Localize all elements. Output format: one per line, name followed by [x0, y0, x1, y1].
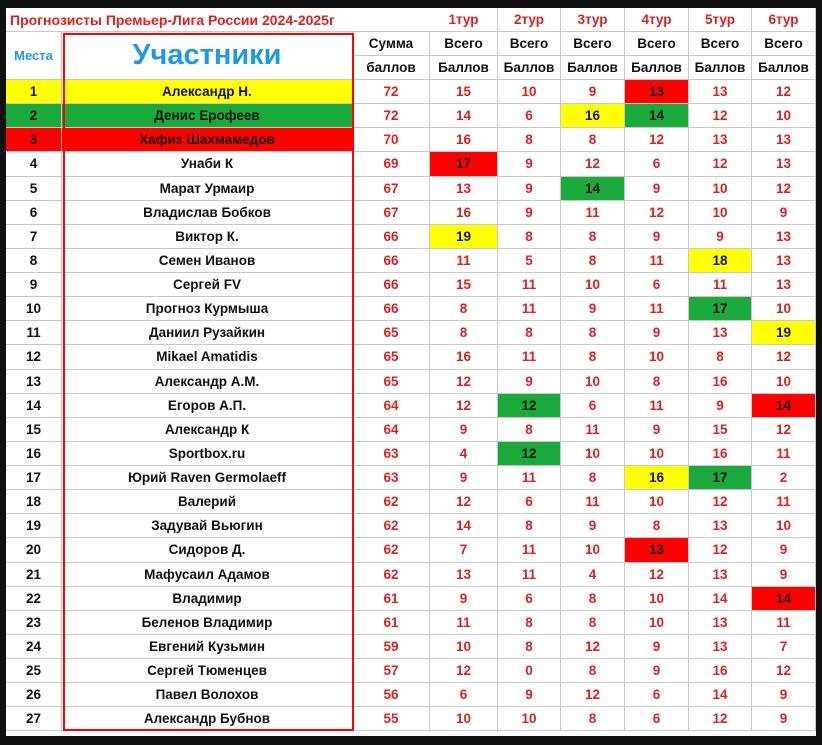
tour-2-header[interactable]: 2тур — [498, 8, 561, 32]
sum-points-cell[interactable]: 62 — [353, 514, 430, 538]
place-cell[interactable]: 6 — [6, 201, 62, 225]
sum-points-cell[interactable]: 64 — [353, 418, 430, 442]
participant-name-cell[interactable]: Павел Волохов — [62, 683, 353, 707]
tour-4-points-cell[interactable]: 10 — [625, 587, 689, 611]
place-cell[interactable]: 15 — [6, 418, 62, 442]
place-cell[interactable]: 8 — [6, 249, 62, 273]
tour-5-points-cell[interactable]: 12 — [689, 707, 752, 731]
tour-6-points-cell[interactable]: 12 — [752, 80, 816, 104]
tour-5-points-cell[interactable]: 12 — [689, 152, 752, 176]
tour-2-points-cell[interactable]: 12 — [498, 394, 561, 418]
tour-4-points-cell[interactable]: 12 — [625, 563, 689, 587]
tour-3-points-cell[interactable]: 8 — [561, 707, 625, 731]
place-cell[interactable]: 12 — [6, 345, 62, 369]
tour-5-points-cell[interactable]: 10 — [689, 201, 752, 225]
tour-3-points-cell[interactable]: 10 — [561, 538, 625, 562]
tour-6-points-cell[interactable]: 11 — [752, 490, 816, 514]
tour-1-points-cell[interactable]: 9 — [430, 587, 498, 611]
tour-5-points-cell[interactable]: 17 — [689, 466, 752, 490]
sum-points-cell[interactable]: 72 — [353, 80, 430, 104]
tour-2-points-cell[interactable]: 9 — [498, 201, 561, 225]
tour-3-points-cell[interactable]: 11 — [561, 201, 625, 225]
places-header[interactable]: Места — [6, 32, 62, 80]
tour-2-points-cell[interactable]: 12 — [498, 442, 561, 466]
participant-name-cell[interactable]: Унаби К — [62, 152, 353, 176]
tour-2-points-cell[interactable]: 6 — [498, 104, 561, 128]
tour-6-points-cell[interactable]: 14 — [752, 587, 816, 611]
tour-5-points-cell[interactable]: 13 — [689, 128, 752, 152]
place-cell[interactable]: 20 — [6, 538, 62, 562]
tour-2-points-cell[interactable]: 11 — [498, 345, 561, 369]
sum-points-cell[interactable]: 66 — [353, 273, 430, 297]
tour-2-points-cell[interactable]: 9 — [498, 152, 561, 176]
tour-5-points-cell[interactable]: 13 — [689, 321, 752, 345]
participant-name-cell[interactable]: Юрий Raven Germolaeff — [62, 466, 353, 490]
tour-1-points-cell[interactable]: 14 — [430, 104, 498, 128]
tour-1-points-cell[interactable]: 12 — [430, 659, 498, 683]
tour-4-points-cell[interactable]: 6 — [625, 707, 689, 731]
tour-5-all-line1[interactable]: Всего — [689, 32, 752, 56]
tour-1-points-cell[interactable]: 15 — [430, 273, 498, 297]
sum-points-cell[interactable]: 66 — [353, 297, 430, 321]
tour-2-points-cell[interactable]: 11 — [498, 538, 561, 562]
tour-4-points-cell[interactable]: 9 — [625, 177, 689, 201]
tour-1-points-cell[interactable]: 10 — [430, 635, 498, 659]
place-cell[interactable]: 11 — [6, 321, 62, 345]
place-cell[interactable]: 2 — [6, 104, 62, 128]
tour-6-points-cell[interactable]: 9 — [752, 201, 816, 225]
tour-1-points-cell[interactable]: 13 — [430, 177, 498, 201]
tour-2-points-cell[interactable]: 11 — [498, 297, 561, 321]
place-cell[interactable]: 10 — [6, 297, 62, 321]
sum-points-cell[interactable]: 62 — [353, 490, 430, 514]
tour-3-points-cell[interactable]: 8 — [561, 225, 625, 249]
tour-4-points-cell[interactable]: 13 — [625, 538, 689, 562]
tour-5-points-cell[interactable]: 16 — [689, 442, 752, 466]
participant-name-cell[interactable]: Хафиз Шахмамедов — [62, 128, 353, 152]
tour-3-points-cell[interactable]: 10 — [561, 442, 625, 466]
sum-points-cell[interactable]: 62 — [353, 563, 430, 587]
participant-name-cell[interactable]: Денис Ерофеев — [62, 104, 353, 128]
tour-4-points-cell[interactable]: 6 — [625, 273, 689, 297]
tour-4-header[interactable]: 4тур — [625, 8, 689, 32]
tour-5-header[interactable]: 5тур — [689, 8, 752, 32]
participant-name-cell[interactable]: Марат Урмаир — [62, 177, 353, 201]
tour-5-points-cell[interactable]: 13 — [689, 514, 752, 538]
sum-points-cell[interactable]: 67 — [353, 177, 430, 201]
tour-5-points-cell[interactable]: 12 — [689, 104, 752, 128]
table-title[interactable]: Прогнозисты Премьер-Лига России 2024-2025г — [6, 8, 430, 32]
tour-3-header[interactable]: 3тур — [561, 8, 625, 32]
tour-4-points-cell[interactable]: 13 — [625, 80, 689, 104]
tour-1-points-cell[interactable]: 10 — [430, 707, 498, 731]
tour-6-points-cell[interactable]: 10 — [752, 514, 816, 538]
sum-points-cell[interactable]: 63 — [353, 442, 430, 466]
tour-1-points-cell[interactable]: 8 — [430, 297, 498, 321]
tour-6-points-cell[interactable]: 13 — [752, 128, 816, 152]
sum-points-cell[interactable]: 67 — [353, 201, 430, 225]
tour-6-all-line2[interactable]: Баллов — [752, 56, 816, 80]
participant-name-cell[interactable]: Семен Иванов — [62, 249, 353, 273]
tour-1-points-cell[interactable]: 9 — [430, 418, 498, 442]
participant-name-cell[interactable]: Беленов Владимир — [62, 611, 353, 635]
tour-6-points-cell[interactable]: 12 — [752, 345, 816, 369]
tour-2-points-cell[interactable]: 8 — [498, 321, 561, 345]
tour-5-all-line2[interactable]: Баллов — [689, 56, 752, 80]
tour-2-points-cell[interactable]: 11 — [498, 563, 561, 587]
tour-5-points-cell[interactable]: 9 — [689, 394, 752, 418]
participant-name-cell[interactable]: Владимир — [62, 587, 353, 611]
tour-3-points-cell[interactable]: 9 — [561, 514, 625, 538]
tour-4-points-cell[interactable]: 6 — [625, 152, 689, 176]
tour-1-points-cell[interactable]: 9 — [430, 466, 498, 490]
place-cell[interactable]: 7 — [6, 225, 62, 249]
tour-5-points-cell[interactable]: 15 — [689, 418, 752, 442]
tour-3-points-cell[interactable]: 12 — [561, 683, 625, 707]
tour-3-points-cell[interactable]: 8 — [561, 345, 625, 369]
tour-4-points-cell[interactable]: 12 — [625, 201, 689, 225]
tour-2-points-cell[interactable]: 11 — [498, 273, 561, 297]
tour-3-points-cell[interactable]: 12 — [561, 635, 625, 659]
tour-3-points-cell[interactable]: 8 — [561, 321, 625, 345]
tour-6-points-cell[interactable]: 10 — [752, 370, 816, 394]
tour-4-points-cell[interactable]: 14 — [625, 104, 689, 128]
participant-name-cell[interactable]: Сергей FV — [62, 273, 353, 297]
tour-2-points-cell[interactable]: 8 — [498, 418, 561, 442]
tour-3-points-cell[interactable]: 11 — [561, 418, 625, 442]
tour-4-points-cell[interactable]: 9 — [625, 225, 689, 249]
sum-points-cell[interactable]: 62 — [353, 538, 430, 562]
tour-4-points-cell[interactable]: 12 — [625, 128, 689, 152]
tour-2-points-cell[interactable]: 5 — [498, 249, 561, 273]
place-cell[interactable]: 3 — [6, 128, 62, 152]
tour-6-points-cell[interactable]: 12 — [752, 418, 816, 442]
tour-6-points-cell[interactable]: 19 — [752, 321, 816, 345]
tour-1-points-cell[interactable]: 12 — [430, 370, 498, 394]
tour-2-points-cell[interactable]: 8 — [498, 514, 561, 538]
participant-name-cell[interactable]: Даниил Рузайкин — [62, 321, 353, 345]
tour-3-points-cell[interactable]: 8 — [561, 611, 625, 635]
tour-3-points-cell[interactable]: 10 — [561, 273, 625, 297]
tour-4-points-cell[interactable]: 10 — [625, 345, 689, 369]
tour-1-points-cell[interactable]: 16 — [430, 128, 498, 152]
tour-6-header[interactable]: 6тур — [752, 8, 816, 32]
tour-5-points-cell[interactable]: 8 — [689, 345, 752, 369]
place-cell[interactable]: 4 — [6, 152, 62, 176]
tour-1-header[interactable]: 1тур — [430, 8, 498, 32]
tour-2-points-cell[interactable]: 10 — [498, 80, 561, 104]
sum-points-cell[interactable]: 55 — [353, 707, 430, 731]
sum-header-line2[interactable]: баллов — [353, 56, 430, 80]
tour-1-all-line1[interactable]: Всего — [430, 32, 498, 56]
tour-5-points-cell[interactable]: 11 — [689, 273, 752, 297]
tour-1-points-cell[interactable]: 6 — [430, 683, 498, 707]
sum-points-cell[interactable]: 70 — [353, 128, 430, 152]
place-cell[interactable]: 13 — [6, 370, 62, 394]
place-cell[interactable]: 24 — [6, 635, 62, 659]
sum-points-cell[interactable]: 66 — [353, 249, 430, 273]
tour-1-points-cell[interactable]: 12 — [430, 394, 498, 418]
place-cell[interactable]: 23 — [6, 611, 62, 635]
tour-5-points-cell[interactable]: 14 — [689, 587, 752, 611]
participant-name-cell[interactable]: Сергей Тюменцев — [62, 659, 353, 683]
tour-6-points-cell[interactable]: 14 — [752, 394, 816, 418]
place-cell[interactable]: 1 — [6, 80, 62, 104]
tour-2-points-cell[interactable]: 0 — [498, 659, 561, 683]
place-cell[interactable]: 5 — [6, 177, 62, 201]
tour-2-points-cell[interactable]: 9 — [498, 370, 561, 394]
tour-4-points-cell[interactable]: 6 — [625, 683, 689, 707]
place-cell[interactable]: 16 — [6, 442, 62, 466]
tour-1-points-cell[interactable]: 16 — [430, 201, 498, 225]
tour-3-points-cell[interactable]: 9 — [561, 297, 625, 321]
tour-4-points-cell[interactable]: 9 — [625, 635, 689, 659]
tour-1-all-line2[interactable]: Баллов — [430, 56, 498, 80]
tour-6-all-line1[interactable]: Всего — [752, 32, 816, 56]
place-cell[interactable]: 26 — [6, 683, 62, 707]
tour-4-points-cell[interactable]: 9 — [625, 659, 689, 683]
tour-5-points-cell[interactable]: 12 — [689, 538, 752, 562]
tour-2-points-cell[interactable]: 8 — [498, 128, 561, 152]
tour-6-points-cell[interactable]: 13 — [752, 152, 816, 176]
sum-points-cell[interactable]: 61 — [353, 587, 430, 611]
tour-1-points-cell[interactable]: 8 — [430, 321, 498, 345]
tour-6-points-cell[interactable]: 11 — [752, 442, 816, 466]
participant-name-cell[interactable]: Прогноз Курмыша — [62, 297, 353, 321]
participant-name-cell[interactable]: Sportbox.ru — [62, 442, 353, 466]
sum-points-cell[interactable]: 66 — [353, 225, 430, 249]
tour-4-points-cell[interactable]: 11 — [625, 249, 689, 273]
tour-5-points-cell[interactable]: 14 — [689, 683, 752, 707]
tour-5-points-cell[interactable]: 18 — [689, 249, 752, 273]
tour-5-points-cell[interactable]: 17 — [689, 297, 752, 321]
tour-1-points-cell[interactable]: 17 — [430, 152, 498, 176]
tour-1-points-cell[interactable]: 16 — [430, 345, 498, 369]
tour-4-points-cell[interactable]: 8 — [625, 514, 689, 538]
tour-2-points-cell[interactable]: 9 — [498, 177, 561, 201]
tour-2-points-cell[interactable]: 8 — [498, 225, 561, 249]
participant-name-cell[interactable]: Сидоров Д. — [62, 538, 353, 562]
tour-1-points-cell[interactable]: 7 — [430, 538, 498, 562]
tour-6-points-cell[interactable]: 13 — [752, 273, 816, 297]
sum-points-cell[interactable]: 69 — [353, 152, 430, 176]
tour-2-points-cell[interactable]: 11 — [498, 466, 561, 490]
spreadsheet — [6, 8, 816, 736]
sum-points-cell[interactable]: 56 — [353, 683, 430, 707]
tour-6-points-cell[interactable]: 9 — [752, 683, 816, 707]
sum-points-cell[interactable]: 61 — [353, 611, 430, 635]
tour-5-points-cell[interactable]: 13 — [689, 635, 752, 659]
tour-3-all-line1[interactable]: Всего — [561, 32, 625, 56]
tour-3-points-cell[interactable]: 9 — [561, 80, 625, 104]
sum-points-cell[interactable]: 64 — [353, 394, 430, 418]
tour-2-points-cell[interactable]: 8 — [498, 611, 561, 635]
tour-4-points-cell[interactable]: 10 — [625, 442, 689, 466]
participant-name-cell[interactable]: Валерий — [62, 490, 353, 514]
sum-points-cell[interactable]: 57 — [353, 659, 430, 683]
tour-5-points-cell[interactable]: 16 — [689, 659, 752, 683]
place-cell[interactable]: 27 — [6, 707, 62, 731]
tour-5-points-cell[interactable]: 12 — [689, 490, 752, 514]
tour-6-points-cell[interactable]: 13 — [752, 225, 816, 249]
participant-name-cell[interactable]: Мафусаил Адамов — [62, 563, 353, 587]
tour-6-points-cell[interactable]: 12 — [752, 659, 816, 683]
tour-6-points-cell[interactable]: 11 — [752, 611, 816, 635]
tour-4-points-cell[interactable]: 16 — [625, 466, 689, 490]
place-cell[interactable]: 21 — [6, 563, 62, 587]
tour-3-points-cell[interactable]: 8 — [561, 249, 625, 273]
tour-3-all-line2[interactable]: Баллов — [561, 56, 625, 80]
place-cell[interactable]: 19 — [6, 514, 62, 538]
participant-name-cell[interactable]: Егоров А.П. — [62, 394, 353, 418]
participant-name-cell[interactable]: Евгений Кузьмин — [62, 635, 353, 659]
tour-5-points-cell[interactable]: 16 — [689, 370, 752, 394]
tour-4-points-cell[interactable]: 11 — [625, 394, 689, 418]
tour-5-points-cell[interactable]: 13 — [689, 80, 752, 104]
tour-4-points-cell[interactable]: 8 — [625, 370, 689, 394]
tour-3-points-cell[interactable]: 12 — [561, 152, 625, 176]
tour-6-points-cell[interactable]: 9 — [752, 563, 816, 587]
tour-5-points-cell[interactable]: 9 — [689, 225, 752, 249]
tour-1-points-cell[interactable]: 15 — [430, 80, 498, 104]
sum-points-cell[interactable]: 63 — [353, 466, 430, 490]
tour-6-points-cell[interactable]: 2 — [752, 466, 816, 490]
place-cell[interactable]: 25 — [6, 659, 62, 683]
tour-6-points-cell[interactable]: 9 — [752, 707, 816, 731]
place-cell[interactable]: 9 — [6, 273, 62, 297]
participant-name-cell[interactable]: Виктор К. — [62, 225, 353, 249]
tour-1-points-cell[interactable]: 11 — [430, 249, 498, 273]
participant-name-cell[interactable]: Александр Н. — [62, 80, 353, 104]
sum-points-cell[interactable]: 59 — [353, 635, 430, 659]
tour-2-points-cell[interactable]: 8 — [498, 635, 561, 659]
tour-6-points-cell[interactable]: 12 — [752, 177, 816, 201]
tour-6-points-cell[interactable]: 10 — [752, 104, 816, 128]
sum-points-cell[interactable]: 72 — [353, 104, 430, 128]
sum-points-cell[interactable]: 65 — [353, 321, 430, 345]
tour-5-points-cell[interactable]: 13 — [689, 563, 752, 587]
tour-6-points-cell[interactable]: 13 — [752, 249, 816, 273]
place-cell[interactable]: 22 — [6, 587, 62, 611]
participant-name-cell[interactable]: Mikael Amatidis — [62, 345, 353, 369]
sum-points-cell[interactable]: 65 — [353, 345, 430, 369]
tour-3-points-cell[interactable]: 10 — [561, 370, 625, 394]
tour-4-all-line2[interactable]: Баллов — [625, 56, 689, 80]
tour-2-points-cell[interactable]: 6 — [498, 490, 561, 514]
tour-1-points-cell[interactable]: 13 — [430, 563, 498, 587]
tour-3-points-cell[interactable]: 8 — [561, 128, 625, 152]
tour-2-all-line1[interactable]: Всего — [498, 32, 561, 56]
tour-3-points-cell[interactable]: 8 — [561, 587, 625, 611]
place-cell[interactable]: 17 — [6, 466, 62, 490]
participant-name-cell[interactable]: Александр К — [62, 418, 353, 442]
tour-3-points-cell[interactable]: 6 — [561, 394, 625, 418]
tour-3-points-cell[interactable]: 16 — [561, 104, 625, 128]
participant-name-cell[interactable]: Александр Бубнов — [62, 707, 353, 731]
place-cell[interactable]: 18 — [6, 490, 62, 514]
place-cell[interactable]: 14 — [6, 394, 62, 418]
tour-3-points-cell[interactable]: 4 — [561, 563, 625, 587]
tour-6-points-cell[interactable]: 10 — [752, 297, 816, 321]
tour-3-points-cell[interactable]: 14 — [561, 177, 625, 201]
tour-2-points-cell[interactable]: 9 — [498, 683, 561, 707]
tour-1-points-cell[interactable]: 11 — [430, 611, 498, 635]
tour-4-points-cell[interactable]: 10 — [625, 611, 689, 635]
tour-1-points-cell[interactable]: 19 — [430, 225, 498, 249]
tour-1-points-cell[interactable]: 14 — [430, 514, 498, 538]
tour-6-points-cell[interactable]: 7 — [752, 635, 816, 659]
tour-3-points-cell[interactable]: 8 — [561, 466, 625, 490]
participant-name-cell[interactable]: Александр А.М. — [62, 370, 353, 394]
standings-table — [6, 8, 816, 731]
tour-5-points-cell[interactable]: 13 — [689, 611, 752, 635]
participant-name-cell[interactable]: Задувай Вьюгин — [62, 514, 353, 538]
tour-3-points-cell[interactable]: 8 — [561, 659, 625, 683]
tour-4-points-cell[interactable]: 9 — [625, 321, 689, 345]
participant-name-cell[interactable]: Владислав Бобков — [62, 201, 353, 225]
tour-2-points-cell[interactable]: 6 — [498, 587, 561, 611]
tour-5-points-cell[interactable]: 10 — [689, 177, 752, 201]
sum-header-line1[interactable]: Сумма — [353, 32, 430, 56]
tour-2-all-line2[interactable]: Баллов — [498, 56, 561, 80]
tour-1-points-cell[interactable]: 4 — [430, 442, 498, 466]
tour-6-points-cell[interactable]: 9 — [752, 538, 816, 562]
tour-2-points-cell[interactable]: 10 — [498, 707, 561, 731]
tour-1-points-cell[interactable]: 12 — [430, 490, 498, 514]
tour-4-points-cell[interactable]: 9 — [625, 418, 689, 442]
tour-3-points-cell[interactable]: 11 — [561, 490, 625, 514]
tour-4-all-line1[interactable]: Всего — [625, 32, 689, 56]
tour-4-points-cell[interactable]: 11 — [625, 297, 689, 321]
sum-points-cell[interactable]: 65 — [353, 370, 430, 394]
participants-header[interactable]: Участники — [62, 32, 353, 80]
tour-4-points-cell[interactable]: 10 — [625, 490, 689, 514]
